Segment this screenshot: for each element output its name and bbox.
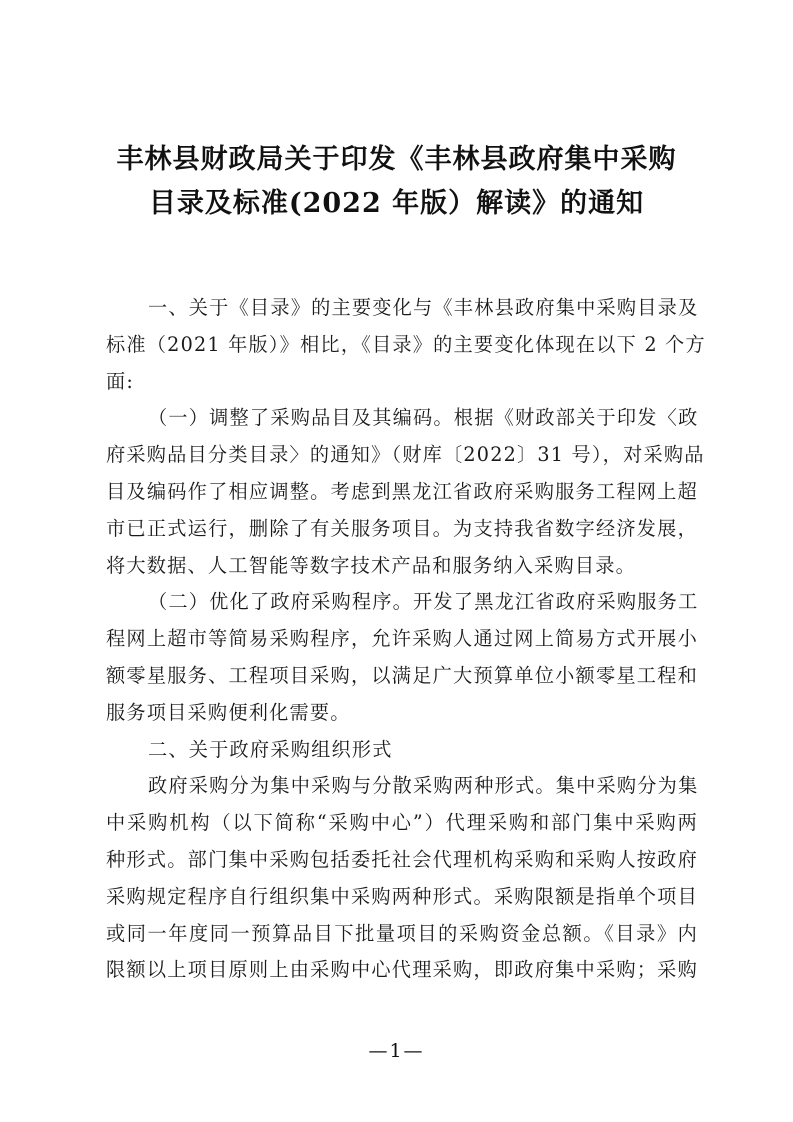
body-line: （二）优化了政府采购程序。开发了黑龙江省政府采购服务工	[148, 590, 699, 614]
body-line: 中采购机构（以下简称“采购中心”）代理采购和部门集中采购两	[106, 811, 698, 835]
page-number: —1—	[368, 1040, 425, 1062]
body-line: 目及编码作了相应调整。考虑到黑龙江省政府采购服务工程网上超	[106, 479, 698, 503]
body-line: 采购规定程序自行组织集中采购两种形式。采购限额是指单个项目	[106, 884, 698, 908]
body-line: 程网上超市等简易采购程序，允许采购人通过网上简易方式开展小	[106, 627, 698, 651]
body-line: 标准（2021 年版）》相比，《目录》的主要变化体现在以下 2 个方	[106, 332, 706, 356]
document-title-line-2: 目录及标准(2022 年版）解读》的通知	[148, 188, 645, 219]
section-heading: 二、关于政府采购组织形式	[148, 737, 393, 761]
body-line: 或同一年度同一预算品目下批量项目的采购资金总额。《目录》内	[106, 921, 698, 945]
body-line: 市已正式运行，删除了有关服务项目。为支持我省数字经济发展，	[106, 516, 698, 540]
body-line: 额零星服务、工程项目采购，以满足广大预算单位小额零星工程和	[106, 663, 698, 687]
document-title-line-1: 丰林县财政局关于印发《丰林县政府集中采购	[116, 144, 677, 175]
body-line: 府采购品目分类目录〉的通知》（财库〔2022〕31 号），对采购品	[106, 443, 705, 467]
body-line: 限额以上项目原则上由采购中心代理采购，即政府集中采购；采购	[106, 958, 698, 982]
document-body	[106, 290, 706, 989]
body-line: 将大数据、人工智能等数字技术产品和服务纳入采购目录。	[106, 553, 637, 577]
body-line: 种形式。部门集中采购包括委托社会代理机构采购和采购人按政府	[106, 847, 698, 871]
body-line: 政府采购分为集中采购与分散采购两种形式。集中采购分为集	[148, 774, 699, 798]
body-line: 面:	[106, 369, 135, 393]
body-line: 服务项目采购便利化需要。	[106, 700, 351, 724]
body-line: 一、关于《目录》的主要变化与《丰林县政府集中采购目录及	[148, 296, 699, 319]
body-line: （一）调整了采购品目及其编码。根据《财政部关于印发〈政	[148, 406, 699, 430]
